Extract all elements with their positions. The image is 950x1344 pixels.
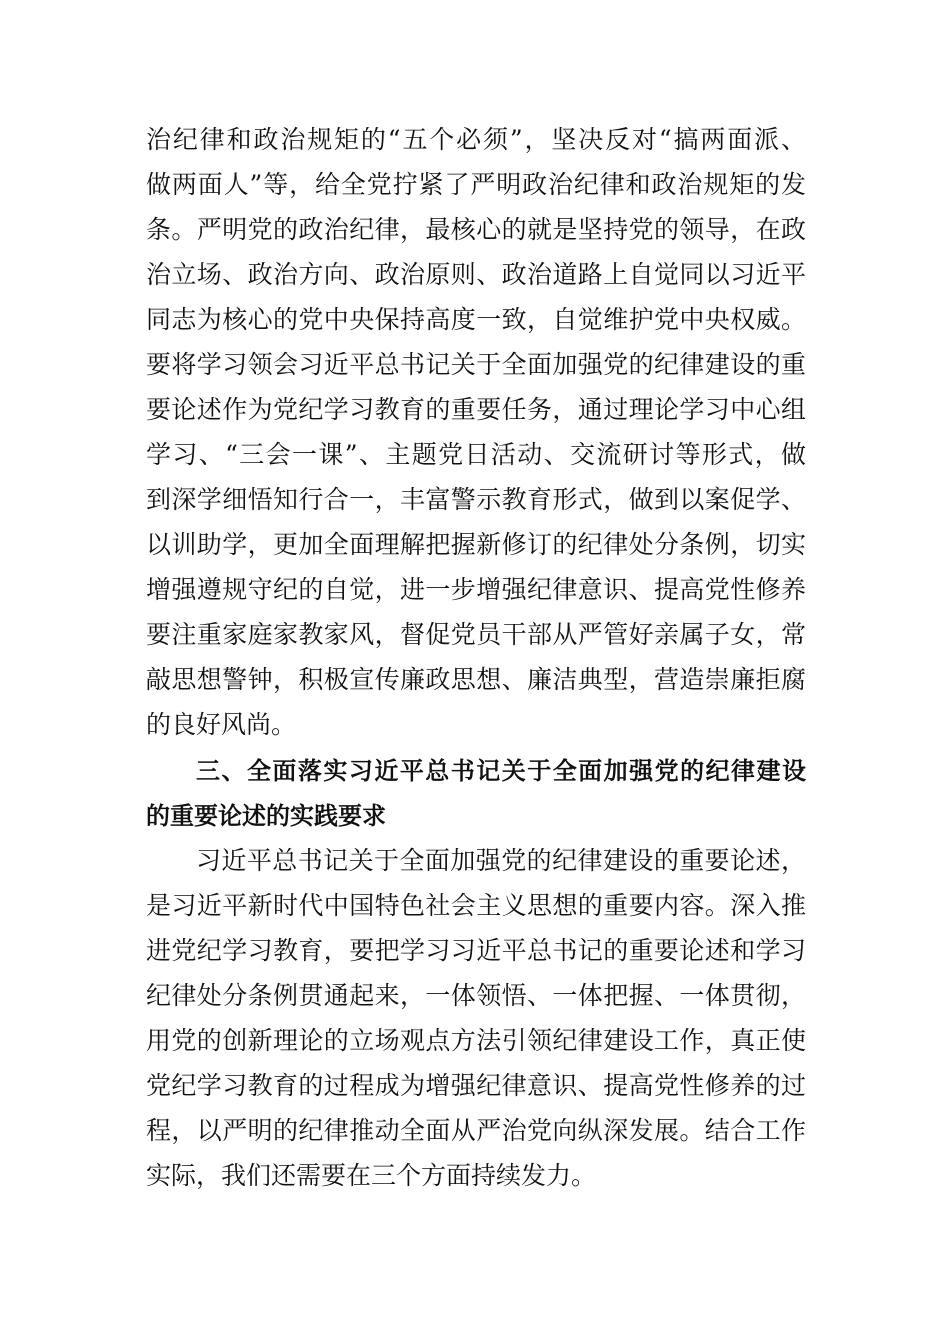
paragraph-line: 纪律处分条例贯通起来，一体领悟、一体把握、一体贯彻， [146,981,806,1010]
paragraph-line: 程，以严明的纪律推动全面从严治党向纵深发展。结合工作 [146,1116,806,1145]
section-heading: 三、全面落实习近平总书记关于全面加强党的纪律建设 [196,757,806,785]
paragraph-line: 以训助学，更加全面理解把握新修订的纪律处分条例，切实 [146,530,806,559]
paragraph-line: 条。严明党的政治纪律，最核心的就是坚持党的领导，在政 [146,215,806,244]
paragraph-line: 治纪律和政治规矩的“五个必须”，坚决反对“搞两面派、 [146,125,806,154]
paragraph-line: 进党纪学习教育，要把学习习近平总书记的重要论述和学习 [146,936,806,965]
paragraph-line: 到深学细悟知行合一，丰富警示教育形式，做到以案促学、 [146,485,806,514]
paragraph-line: 学习、“三会一课”、主题党日活动、交流研讨等形式，做 [146,440,806,469]
paragraph-line: 敲思想警钟，积极宣传廉政思想、廉洁典型，营造崇廉拒腐 [146,665,806,694]
paragraph-line: 是习近平新时代中国特色社会主义思想的重要内容。深入推 [146,891,806,920]
paragraph-line: 同志为核心的党中央保持高度一致，自觉维护党中央权威。 [146,305,806,334]
paragraph-line: 要将学习领会习近平总书记关于全面加强党的纪律建设的重 [146,350,806,379]
section-heading: 的重要论述的实践要求 [146,802,386,830]
paragraph-line: 要注重家庭家教家风，督促党员干部从严管好亲属子女，常 [146,620,806,649]
paragraph-line: 用党的创新理论的立场观点方法引领纪律建设工作，真正使 [146,1026,806,1055]
paragraph-line: 实际，我们还需要在三个方面持续发力。 [146,1161,597,1190]
paragraph-line: 要论述作为党纪学习教育的重要任务，通过理论学习中心组 [146,395,806,424]
paragraph-line: 增强遵规守纪的自觉，进一步增强纪律意识、提高党性修养 [146,575,806,604]
paragraph-line: 治立场、政治方向、政治原则、政治道路上自觉同以习近平 [146,260,806,289]
paragraph-line: 习近平总书记关于全面加强党的纪律建设的重要论述， [196,846,806,875]
paragraph-line: 做两面人”等，给全党拧紧了严明政治纪律和政治规矩的发 [146,170,806,199]
paragraph-line: 党纪学习教育的过程成为增强纪律意识、提高党性修养的过 [146,1071,806,1100]
paragraph-line: 的良好风尚。 [146,710,297,739]
